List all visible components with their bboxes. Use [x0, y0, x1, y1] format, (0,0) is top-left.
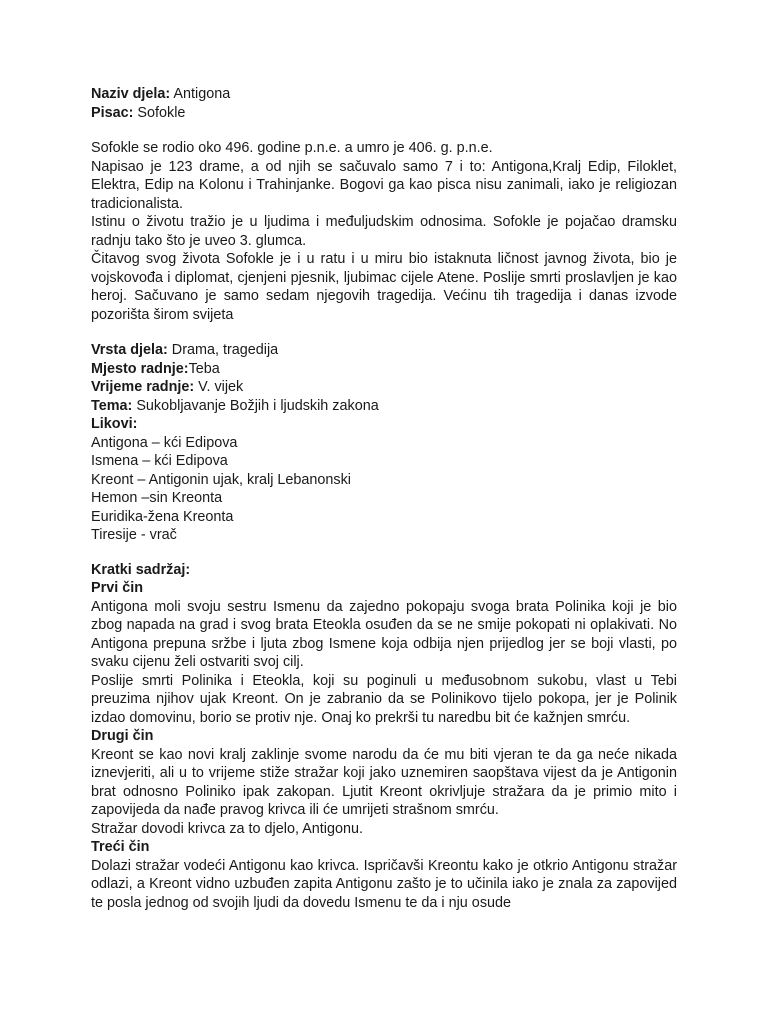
spacer [91, 122, 677, 139]
intro-paragraph: Napisao je 123 drame, a od njih se sačuvalo samo 7 i to: Antigona,Kralj Edip, Filoklet, Elektra, Edip na Kolonu i Trahinjanke. Bogovi ga kao pisca nisu zanimali, iako je religiozan tradicionalista. [91, 158, 677, 212]
character-item: Antigona – kći Edipova [91, 434, 238, 451]
intro-paragraph: Sofokle se rodio oko 496. godine p.n.e. a umro je 406. g. p.n.e. [91, 140, 493, 156]
theme-line [91, 397, 677, 416]
act-2-paragraph: Stražar dovodi krivca za to djelo, Antigonu. [91, 820, 363, 837]
character-item: Tiresije - vrač [91, 527, 177, 543]
act-1-title-text: Prvi čin [91, 580, 143, 596]
intro-paragraph: Istinu o životu tražio je u ljudima i međuljudskim odnosima. Sofokle je pojačao dramsku radnju tako što je uveo 3. glumca. [91, 214, 677, 249]
character-item: Euridika-žena Kreonta [91, 508, 234, 525]
title-label: Naziv djela: [91, 86, 171, 102]
time-label: Vrijeme radnje: [91, 379, 195, 395]
act-1-paragraph: Poslije smrti Polinika i Eteokla, koji su poginuli u međusobnom sukobu, vlast u Tebi preuzima njihov ujak Kreont. On je zabranio da se Polinikovo tijelo pokopa, jer je Polinik izdao domovinu, borio se protiv nje. Onaj ko prekrši tu naredbu bit će kažnjen smrću. [91, 672, 677, 726]
author-value: Sofokle [133, 104, 186, 121]
act-3-title-text: Treći čin [91, 839, 150, 855]
act-3-paragraph: Dolazi stražar vodeći Antigonu kao krivca. Ispričavši Kreontu kako je otkrio Antigonu stražar odlazi, a Kreont vidno uzbuđen zapita Antigonu zašto je to učinila iako je znala za zapovijed te posla jednog od svojih ljudi da dovedu Ismenu te da i nju osude [91, 857, 677, 911]
act-2-title [91, 727, 677, 746]
character-item: Ismena – kći Edipova [91, 453, 228, 469]
place-value: Teba [188, 360, 220, 377]
place-line [91, 360, 677, 379]
character-item: Kreont – Antigonin ujak, kralj Lebanonski [91, 471, 352, 488]
intro-paragraph: Čitavog svog života Sofokle je i u ratu i u miru bio istaknuta ličnost javnog života, bio je vojskovođa i diplomat, cjenjeni pjesnik, ljubimac cijele Atene. Poslije smrti proslavljen je kao heroj. Sačuvano je samo sedam njegovih tragedija. Većinu tih tragedija i danas izvode pozorišta širom svijeta [91, 251, 677, 323]
time-line [91, 378, 677, 397]
act-1-title [91, 579, 677, 598]
title-value: Antigona [170, 86, 231, 102]
act-1-paragraph: Antigona moli svoju sestru Ismenu da zajedno pokopaju svoga brata Polinika koji je bio zbog napada na grad i svog brata Eteokla osuđen da se ne smije pokopati ni oplakivati. No Antigona prepuna sržbe i ljuta zbog Ismene koja odbija njen prijedlog jer se boji vlasti, po svaku cijenu želi ostvariti svoj cilj. [91, 598, 677, 670]
summary-heading-text: Kratki sadržaj: [91, 561, 191, 578]
work-type-line [91, 341, 677, 360]
act-2-title-text: Drugi čin [91, 728, 154, 744]
character-item: Hemon –sin Kreonta [91, 490, 223, 506]
spacer [91, 545, 677, 561]
time-value: V. vijek [194, 379, 244, 395]
characters-label: Likovi: [91, 416, 138, 432]
place-label: Mjesto radnje: [91, 360, 189, 377]
spacer [91, 324, 677, 341]
theme-value: Sukobljavanje Božjih i ljudskih zakona [132, 397, 379, 414]
characters-heading [91, 415, 677, 434]
work-type-label: Vrsta djela: [91, 342, 168, 358]
work-type-value: Drama, tragedija [167, 342, 279, 358]
author-label: Pisac: [91, 104, 134, 121]
document-content [91, 85, 677, 912]
summary-heading [91, 561, 677, 580]
act-3-title [91, 838, 677, 857]
author-line [91, 104, 677, 123]
title-line [91, 85, 677, 104]
theme-label: Tema: [91, 397, 133, 414]
act-2-paragraph: Kreont se kao novi kralj zaklinje svome narodu da će mu biti vjeran te da ga neće nikada iznevjeriti, ali u to vrijeme stiže stražar koji jako uznemiren saopštava vijest da je Antigonin brat odnosno Poliniko ipak zakopan. Ljutit Kreont okrivljuje stražara da je primio mito i zapovijeda da nađe pravog krivca ili će umrijeti strašnom smrću. [91, 746, 677, 818]
